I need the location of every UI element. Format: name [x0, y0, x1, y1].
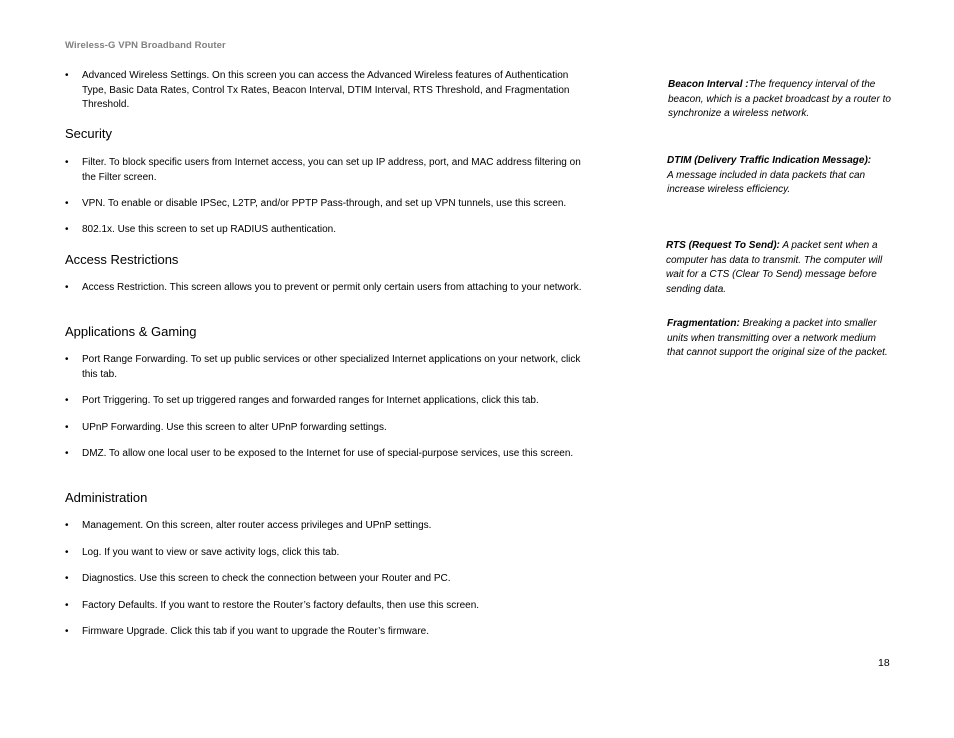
sidebar-note-fragmentation — [667, 317, 892, 361]
sidebar-note-term: RTS (Request To Send): — [666, 240, 780, 251]
sidebar-note-beacon-interval — [668, 78, 893, 122]
list-item — [65, 421, 595, 436]
list-item-text: Diagnostics. Use this screen to check the connection between your Router and PC. — [82, 573, 451, 584]
bullet-icon: • — [65, 600, 69, 611]
bullet-icon: • — [65, 224, 69, 235]
bullet-icon: • — [65, 354, 69, 365]
list-item-text: Filter. To block specific users from Internet access, you can set up IP address, port, and MAC address filtering on the Filter screen. — [82, 157, 581, 183]
sidebar-note-rts — [666, 239, 891, 297]
list-item-text: Port Triggering. To set up triggered ranges and forwarded ranges for Internet applications, click this tab. — [82, 395, 539, 406]
list-item — [65, 519, 595, 534]
bullet-icon: • — [65, 547, 69, 558]
section-heading-security: Security — [65, 126, 112, 141]
bullet-icon: • — [65, 157, 69, 168]
list-item-text: UPnP Forwarding. Use this screen to alter UPnP forwarding settings. — [82, 422, 387, 433]
sidebar-note-definition: A message included in data packets that can increase wireless efficiency. — [667, 169, 866, 195]
sidebar-note-definition: The frequency interval of the beacon, which is a packet broadcast by a router to synchronize a wireless network. — [668, 79, 891, 119]
list-item — [65, 394, 595, 409]
list-item-text: Firmware Upgrade. Click this tab if you want to upgrade the Router’s firmware. — [82, 626, 429, 637]
bullet-icon: • — [65, 448, 69, 459]
bullet-icon: • — [65, 520, 69, 531]
sidebar-note-term: DTIM (Delivery Traffic Indication Message): — [667, 155, 872, 166]
bullet-icon: • — [65, 573, 69, 584]
list-item — [65, 572, 595, 587]
running-header: Wireless-G VPN Broadband Router — [65, 40, 226, 51]
list-item-text: Log. If you want to view or save activity logs, click this tab. — [82, 547, 340, 558]
bullet-icon: • — [65, 198, 69, 209]
list-item — [65, 223, 595, 238]
list-item-text: Access Restriction. This screen allows you to prevent or permit only certain users from attaching to your network. — [82, 282, 582, 293]
list-item — [65, 599, 595, 614]
sidebar-note-term: Fragmentation: — [667, 318, 740, 329]
section-heading-administration: Administration — [65, 490, 148, 505]
page-number: 18 — [878, 657, 890, 669]
list-item — [65, 281, 595, 296]
list-item — [65, 353, 595, 382]
sidebar-note-dtim — [667, 154, 892, 198]
sidebar-note-definition: A packet sent when a computer has data to transmit. The computer will wait for a CTS (Clear To Send) message before sending data. — [666, 240, 883, 295]
list-item-text: DMZ. To allow one local user to be exposed to the Internet for use of special-purpose services, use this screen. — [82, 448, 574, 459]
list-item — [65, 625, 595, 640]
list-item — [65, 69, 595, 113]
list-item-text: Management. On this screen, alter router access privileges and UPnP settings. — [82, 520, 432, 531]
section-heading-access-restrictions: Access Restrictions — [65, 252, 179, 267]
list-item-text: Port Range Forwarding. To set up public services or other specialized Internet applications on your network, click this tab. — [82, 354, 581, 380]
list-item — [65, 156, 595, 185]
bullet-icon: • — [65, 626, 69, 637]
sidebar-note-definition: Breaking a packet into smaller units when transmitting over a network medium that cannot support the original size of the packet. — [667, 318, 888, 358]
list-item-text: 802.1x. Use this screen to set up RADIUS authentication. — [82, 224, 337, 235]
bullet-icon: • — [65, 70, 69, 81]
list-item-text: VPN. To enable or disable IPSec, L2TP, and/or PPTP Pass-through, and set up VPN tunnels, use this screen. — [82, 198, 567, 209]
sidebar-note-term: Beacon Interval : — [668, 79, 749, 90]
bullet-icon: • — [65, 282, 69, 293]
list-item — [65, 546, 595, 561]
section-heading-applications-gaming: Applications & Gaming — [65, 324, 197, 339]
list-item-text: Advanced Wireless Settings. On this screen you can access the Advanced Wireless features of Authentication Type, Basic Data Rates, Control Tx Rates, Beacon Interval, DTIM Interval, RTS Threshold, and Fragmentation Threshold. — [82, 70, 570, 110]
list-item — [65, 197, 595, 212]
list-item-text: Factory Defaults. If you want to restore the Router’s factory defaults, then use this screen. — [82, 600, 480, 611]
bullet-icon: • — [65, 395, 69, 406]
bullet-icon: • — [65, 422, 69, 433]
list-item — [65, 447, 595, 462]
